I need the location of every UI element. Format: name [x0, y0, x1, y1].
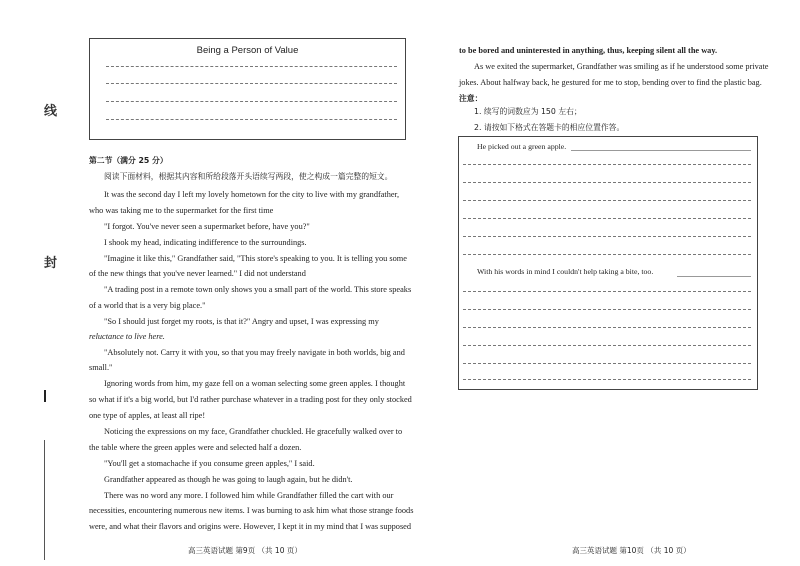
story-line: As we exited the supermarket, Grandfather was smiling as if he understood some private [474, 62, 769, 71]
answer-line [463, 379, 751, 380]
answer-line [106, 101, 397, 102]
story-line: It was the second day I left my lovely hometown for the city to live with my grandfather, [104, 190, 400, 199]
story-line: Grandfather appeared as though he was going to laugh again, but he didn't. [104, 475, 353, 484]
story-line: jokes. About halfway back, he gestured for me to stop, bending over to find the plastic bag. [459, 78, 762, 87]
story-line: the table where the green apples were and selected half a dozen. [89, 443, 302, 452]
answer-line [463, 218, 751, 219]
notes-heading: 注意： [459, 94, 483, 103]
story-line: reluctance to live here. [89, 332, 165, 341]
paragraph-prompt-1: He picked out a green apple. [477, 142, 567, 151]
paragraph-prompt-2: With his words in mind I couldn't help taking a bite, too. [477, 267, 654, 276]
section-heading: 第二节（满分 25 分） [89, 156, 168, 165]
story-line: of a world that is a very big place." [89, 301, 206, 310]
margin-char-xian: 线 [44, 103, 58, 118]
answer-line [106, 119, 397, 120]
story-line: necessities, encountering numerous new items. I was burning to ask him what those strange foods [89, 506, 414, 515]
story-line: one type of apples, at least all ripe! [89, 411, 206, 420]
essay-title: Being a Person of Value [196, 45, 299, 56]
answer-line [463, 363, 751, 364]
story-line: "I forgot. You've never seen a supermarket before, have you?" [104, 222, 310, 231]
margin-char-feng: 封 [44, 255, 58, 270]
answer-line [463, 345, 751, 346]
story-line: Noticing the expressions on my face, Grandfather chuckled. He gracefully walked over to [104, 427, 403, 436]
answer-line [463, 236, 751, 237]
story-line: "A trading post in a remote town only shows you a small part of the world. This store speaks [104, 285, 412, 294]
continuation-answer-box [458, 136, 758, 390]
story-line: I shook my head, indicating indifference to the surroundings. [104, 238, 307, 247]
title-answer-box [89, 38, 406, 140]
margin-mark [44, 390, 46, 402]
story-line: "So I should just forget my roots, is that it?" Angry and upset, I was expressing my [104, 317, 379, 326]
answer-line [463, 291, 751, 292]
story-line: Ignoring words from him, my gaze fell on a woman selecting some green apples. I thought [104, 379, 406, 388]
note-item: 1. 续写的词数应为 150 左右； [474, 107, 582, 116]
answer-line [677, 276, 751, 277]
answer-line [106, 83, 397, 84]
story-line: were, and what their flavors and origins were. However, I kept it in my mind that I was supposed [89, 522, 412, 531]
answer-line [463, 254, 751, 255]
instruction: 阅读下面材料，根据其内容和所给段落开头语续写两段，使之构成一篇完整的短文。 [104, 172, 393, 181]
page-footer-left: 高三英语试题 第9页 （共 10 页） [188, 546, 302, 555]
answer-line [463, 182, 751, 183]
answer-line [463, 327, 751, 328]
story-line: small." [89, 363, 113, 372]
answer-line [106, 66, 397, 67]
story-line: "Imagine it like this," Grandfather said, "This store's speaking to you. It is telling you some [104, 254, 407, 263]
page-footer-right: 高三英语试题 第10页 （共 10 页） [572, 546, 691, 555]
answer-line [463, 200, 751, 201]
answer-line [463, 164, 751, 165]
story-line: who was taking me to the supermarket for the first time [89, 206, 274, 215]
story-line: of the new things that you've never learned." I did not understand [89, 269, 306, 278]
story-line: to be bored and uninterested in anything, thus, keeping silent all the way. [459, 46, 718, 55]
story-line: so what if it's a big world, but I'd rather purchase whatever in a trading post for they only stocked [89, 395, 412, 404]
story-line: There was no word any more. I followed him while Grandfather filled the cart with our [104, 491, 394, 500]
story-line: "You'll get a stomachache if you consume green apples," I said. [104, 459, 315, 468]
note-item: 2. 请按如下格式在答题卡的相应位置作答。 [474, 123, 625, 132]
answer-line [463, 309, 751, 310]
answer-line [571, 150, 751, 151]
margin-line [44, 440, 45, 560]
story-line: "Absolutely not. Carry it with you, so that you may freely navigate in both worlds, big and [104, 348, 405, 357]
